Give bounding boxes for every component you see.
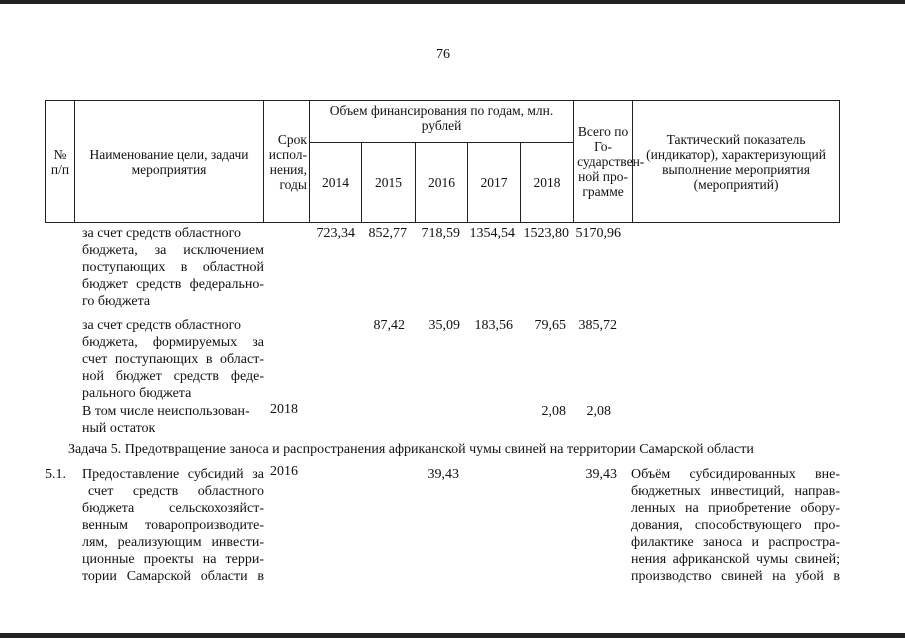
row2-2015: 87,42: [373, 318, 405, 333]
header-total: Всего по Го-сударствен-ной про-грамме: [574, 101, 633, 223]
row1-total: 5170,96: [575, 226, 621, 241]
header-year-2016: 2016: [416, 143, 468, 223]
item51-number: 5.1.: [45, 467, 66, 482]
row1-2018: 1523,80: [523, 226, 569, 241]
item51-description: Предоставление субсидий за счет средств областного бюджета сельскохозяйст- венным товаропроизводите- лям, реализующим инвести- ционные проекты на терри- тории Самарской области в: [82, 467, 264, 584]
header-name: Наименование цели, задачи мероприятия: [75, 101, 264, 223]
item51-indicator: Объём субсидированных вне- бюджетных инвестиций, направ- ленных на приобретение обору- дования, способствующего про- филактике заноса и распростра- нения африканской чумы свиней; производство свиней на убой в: [631, 467, 840, 584]
header-indicator: Тактический показатель (индикатор), характеризующий выполнение мероприятия (мероприятий): [633, 101, 840, 223]
row3-2018: 2,08: [541, 404, 566, 419]
table-header: [45, 100, 840, 223]
row3-description: В том числе неиспользован- ный остаток: [82, 404, 250, 436]
header-year-2018: 2018: [521, 143, 574, 223]
row1-2016: 718,59: [421, 226, 460, 241]
row3-term: 2018: [270, 402, 298, 417]
row3-total: 2,08: [586, 404, 611, 419]
item51-total: 39,43: [585, 467, 617, 482]
row2-2016: 35,09: [428, 318, 460, 333]
row2-2018: 79,65: [534, 318, 566, 333]
bottom-border: [0, 633, 905, 638]
header-year-2017: 2017: [468, 143, 521, 223]
item51-2016: 39,43: [427, 467, 459, 482]
header-year-2015: 2015: [362, 143, 416, 223]
task5-heading: Задача 5. Предотвращение заноса и распространения африканской чумы свиней на территории Самарской области: [68, 442, 754, 457]
row1-2015: 852,77: [368, 226, 407, 241]
row2-2017: 183,56: [474, 318, 513, 333]
header-num: № п/п: [46, 101, 75, 223]
header-funding: Объем финансирования по годам, млн. рублей: [310, 101, 574, 143]
header-term: Срок испол-нения, годы: [264, 101, 310, 223]
row2-total: 385,72: [578, 318, 617, 333]
item51-term: 2016: [270, 464, 298, 479]
row2-description: за счет средств областного бюджета, формируемых за счет поступающих в област- ной бюджет средств феде- рального бюджета: [82, 318, 264, 401]
page-number: 76: [436, 47, 450, 62]
row1-2014: 723,34: [316, 226, 355, 241]
row1-2017: 1354,54: [469, 226, 515, 241]
header-year-2014: 2014: [310, 143, 362, 223]
row1-description: за счет средств областного бюджета, за исключением поступающих в областной бюджет средств федерально- го бюджета: [82, 226, 264, 309]
top-border: [0, 0, 905, 4]
